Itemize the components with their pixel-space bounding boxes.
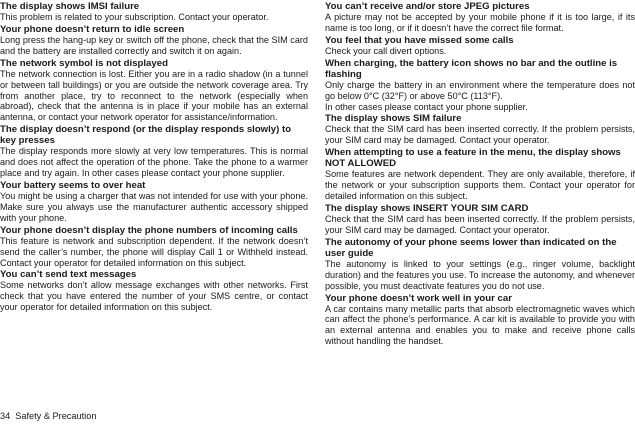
section-heading: The display shows INSERT YOUR SIM CARD: [325, 202, 529, 214]
section-text: A picture may not be accepted by your mobile phone if it is too large, if its name is too long, or if it doesn’t have the correct file format.: [325, 12, 635, 33]
section-heading: The display shows SIM failure: [325, 113, 462, 125]
section-text: A car contains many metallic parts that absorb electromagnetic waves which can affect the phone’s performance. A car kit is available to provide you with an external antenna and enables you to make and receive phone calls without handling the handset.: [325, 303, 635, 347]
section-text: Check your call divert options.: [325, 45, 447, 56]
section-network-symbol: [0, 58, 308, 124]
page-footer: [0, 411, 96, 422]
section-heading: Your phone doesn’t display the phone numbers of incoming calls: [0, 224, 298, 236]
section-text: The display responds more slowly at very low temperatures. This is normal and does not affect the operation of the phone. Take the phone to a warmer place and try again. In other cases please contact your phone supplier.: [0, 146, 308, 179]
section-jpeg-pictures: [325, 1, 635, 34]
section-insert-sim: [325, 203, 635, 236]
section-idle-screen: [0, 24, 308, 57]
section-autonomy: [325, 237, 635, 292]
section-heading: The display doesn’t respond (or the display responds slowly) to key presses: [0, 124, 292, 147]
section-imsi-failure: [0, 1, 308, 23]
section-heading: When charging, the battery icon shows no bar and the outline is flashing: [325, 57, 618, 80]
section-battery-icon-flashing: [325, 58, 635, 113]
section-text: Long press the hang-up key or switch off the phone, check that the SIM card and the battery are installed correctly and switch it on again.: [0, 34, 308, 56]
section-text: In other cases please contact your phone supplier.: [325, 101, 528, 112]
section-heading: The autonomy of your phone seems lower than indicated on the user guide: [325, 236, 617, 259]
section-text: You might be using a charger that was not intended for use with your phone. Make sure you always use the manufacturer authentic accessory shipped with your phone.: [0, 190, 308, 223]
section-text-messages: [0, 269, 308, 313]
footer-section-title: Safety & Precaution: [15, 411, 97, 421]
section-text: The autonomy is linked to your settings (e.g., ringer volume, backlight duration) and the features you use. To increase the autonomy, and whenever possible, you must deactivate features you do not use.: [325, 258, 635, 291]
right-column: [325, 0, 635, 347]
section-heading: Your battery seems to over heat: [0, 179, 146, 191]
left-column: [0, 0, 308, 313]
section-text: Some features are network dependent. They are only available, therefore, if the network or your subscription supports them. Contact your operator for detailed information on this subject.: [325, 169, 635, 202]
section-battery-overheat: [0, 180, 308, 224]
section-not-allowed: [325, 147, 635, 202]
section-text: Check that the SIM card has been inserted correctly. If the problem persists, your SIM card may be damaged. Contact your operator.: [325, 124, 635, 146]
section-text: Only charge the battery in an environment where the temperature does not go below 0°C (32°F) or above 50°C (113°F).: [325, 79, 635, 101]
section-heading: When attempting to use a feature in the menu, the display shows NOT ALLOWED: [325, 147, 621, 170]
section-text: This problem is related to your subscription. Contact your operator.: [0, 12, 269, 22]
page-number: 34: [0, 411, 11, 421]
section-caller-numbers: [0, 225, 308, 269]
section-heading: The display shows IMSI failure: [0, 1, 140, 12]
section-heading: The network symbol is not displayed: [0, 57, 168, 69]
section-heading: Your phone doesn’t return to idle screen: [0, 23, 185, 35]
section-missed-calls: [325, 35, 635, 57]
section-heading: You can’t send text messages: [0, 269, 137, 281]
section-text: The network connection is lost. Either you are in a radio shadow (in a tunnel or between tall buildings) or you are outside the network coverage area. Try from another place, try to reconnect to the network (especially when abroad), check that the antenna is in place if your mobile has an external antenna, or contact your network operator for assistance/information.: [0, 68, 308, 123]
section-sim-failure: [325, 113, 635, 146]
section-text: Some networks don’t allow message exchanges with other networks. First check that you have entered the number of your SMS centre, or contact your operator for detailed information on this subject.: [0, 280, 308, 313]
section-heading: Your phone doesn’t work well in your car: [325, 292, 512, 304]
section-display-responds-slowly: [0, 124, 308, 179]
section-car: [325, 293, 635, 348]
section-text: Check that the SIM card has been inserted correctly. If the problem persists, your SIM card may be damaged. Contact your operator.: [325, 213, 635, 235]
section-text: This feature is network and subscription dependent. If the network doesn’t send the caller’s number, the phone will display Call 1 or Withheld instead. Contact your operator for detailed information on this subject.: [0, 235, 308, 268]
section-heading: You can’t receive and/or store JPEG pictures: [325, 1, 530, 12]
section-heading: You feel that you have missed some calls: [325, 34, 514, 46]
